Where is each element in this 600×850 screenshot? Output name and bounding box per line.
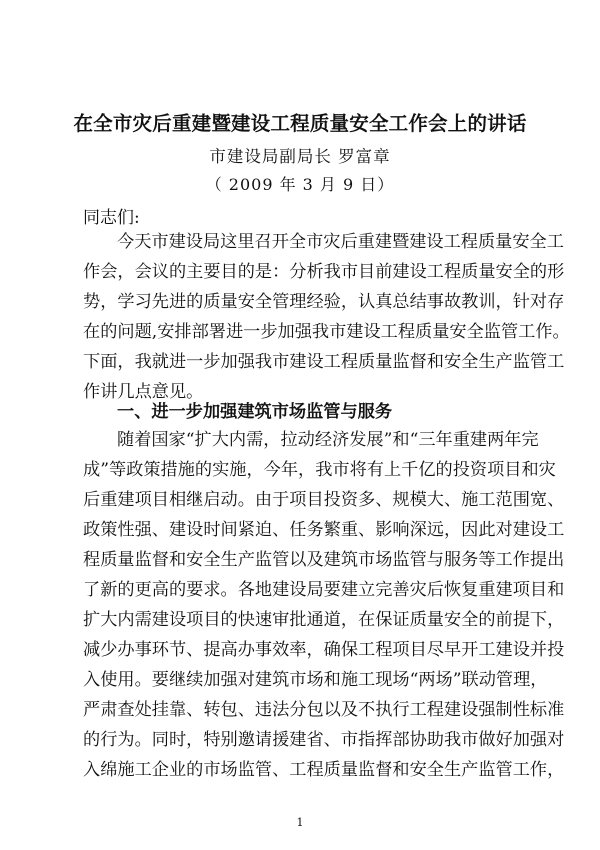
- paragraph-intro: [83, 227, 570, 407]
- document-title: 在全市灾后重建暨建设工程质量安全工作会上的讲话: [73, 112, 527, 135]
- paragraph-line: 随着国家“扩大内需，拉动经济发展”和“三年重建两年完: [117, 430, 539, 450]
- paragraph-line: 入使用。要继续加强对建筑市场和施工现场“两场”联动管理，: [83, 670, 548, 690]
- paragraph-line: 政策性强、建设时间紧迫、任务繁重、影响深远，因此对建设工: [83, 520, 565, 540]
- paragraph-line: 作讲几点意见。: [83, 382, 204, 402]
- paragraph-section-1: [83, 425, 565, 785]
- page-number: 1: [296, 816, 304, 829]
- paragraph-line: 今天市建设局这里召开全市灾后重建暨建设工程质量安全工: [117, 232, 564, 252]
- paragraph-line: 的行为。同时，特别邀请援建省、市指挥部协助我市做好加强对: [83, 730, 565, 750]
- salutation: 同志们:: [83, 208, 140, 228]
- paragraph-line: 势，学习先进的质量安全管理经验，认真总结事故教训，针对存: [83, 292, 565, 312]
- paragraph-line: 减少办事环节、提高办事效率，确保工程项目尽早开工建设并投: [83, 640, 565, 660]
- paragraph-line: 了新的更高的要求。各地建设局要建立完善灾后恢复重建项目和: [83, 580, 565, 600]
- paragraph-line: 作会，会议的主要目的是：分析我市目前建设工程质量安全的形: [83, 262, 565, 282]
- paragraph-line: 下面，我就进一步加强我市建设工程质量监督和安全生产监管工: [83, 352, 565, 372]
- paragraph-line: 入绵施工企业的市场监管、工程质量监督和安全生产监管工作，: [83, 760, 565, 780]
- paragraph-line: 成”等政策措施的实施，今年，我市将有上千亿的投资项目和灾: [83, 460, 556, 480]
- section-heading-1: 一、进一步加强建筑市场监管与服务: [117, 402, 393, 422]
- speech-date: （ 2009 年 3 月 9 日）: [205, 175, 395, 194]
- paragraph-line: 后重建项目相继启动。由于项目投资多、规模大、施工范围宽、: [83, 490, 565, 510]
- paragraph-line: 扩大内需建设项目的快速审批通道，在保证质量安全的前提下，: [83, 610, 565, 630]
- paragraph-line: 在的问题,安排部署进一步加强我市建设工程质量安全监管工作。: [83, 322, 570, 342]
- paragraph-line: 严肃查处挂靠、转包、违法分包以及不执行工程建设强制性标准: [83, 700, 565, 720]
- speaker-byline: 市建设局副局长 罗富章: [209, 147, 391, 166]
- paragraph-line: 程质量监督和安全生产监管以及建筑市场监管与服务等工作提出: [83, 550, 565, 570]
